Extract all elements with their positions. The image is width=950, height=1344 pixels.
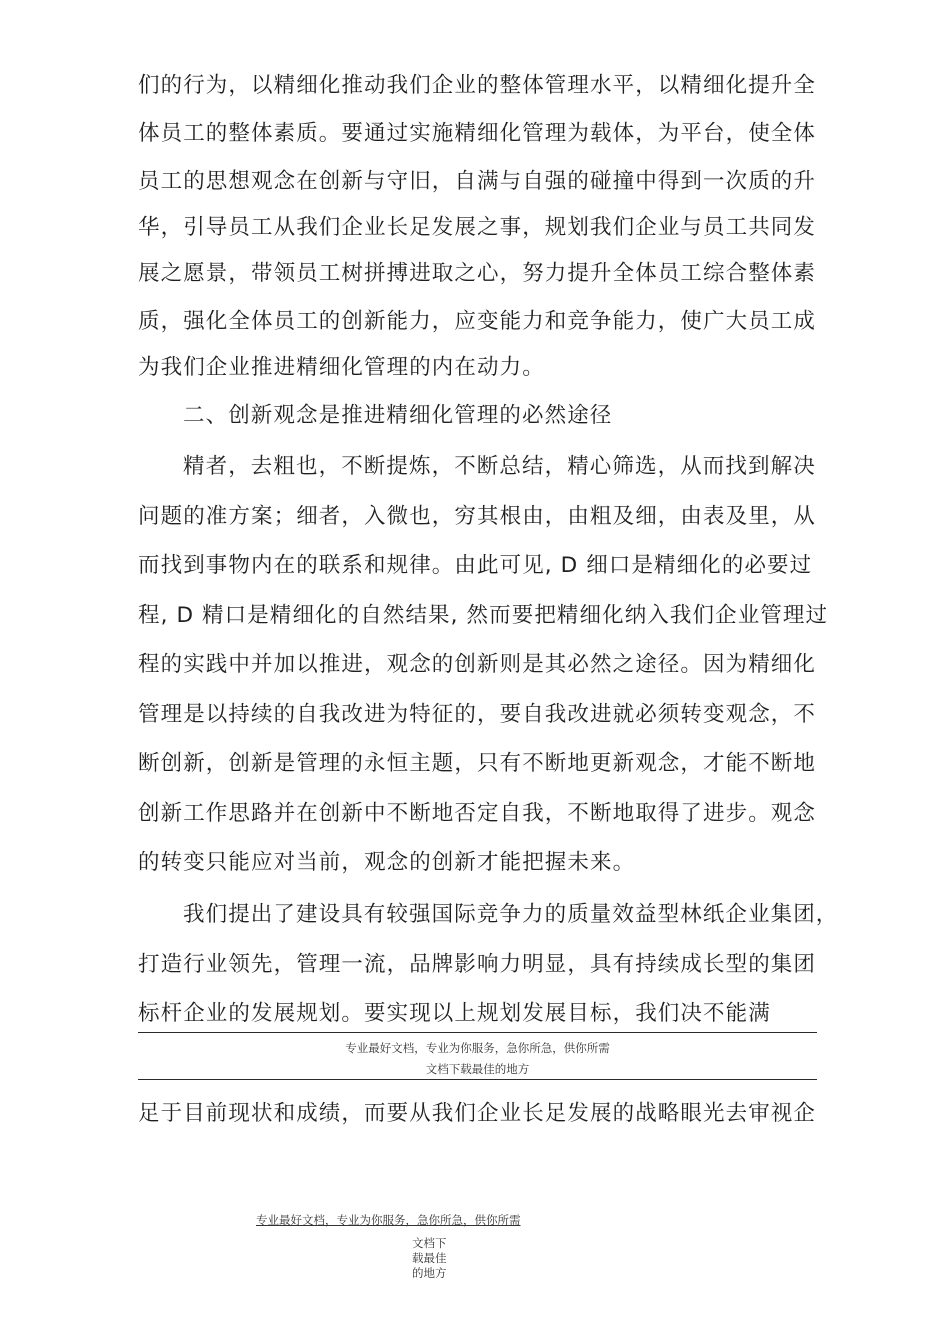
footer-tagline: 文档下载最佳的地方 [425,1062,530,1076]
paragraph-2-line-5: 程的实践中并加以推进，观念的创新则是其必然之途径。因为精细化 [138,652,817,677]
section-heading: 二、创新观念是推进精细化管理的必然途径 [183,403,613,428]
paragraph-2-line-9: 的转变只能应对当前，观念的创新才能把握未来。 [138,850,636,875]
footer-2-tagline [412,1236,456,1281]
paragraph-2-line-1: 精者，去粗也，不断提炼，不断总结，精心筛选，从而找到解决 [183,454,816,479]
footer-2-tagline-part-2: 载最佳 [412,1251,447,1265]
paragraph-1-line-2: 体员工的整体素质。要通过实施精细化管理为载体，为平台，使全体 [138,121,817,146]
paragraph-2-line-8: 创新工作思路并在创新中不断地否定自我，不断地取得了进步。观念 [138,801,817,826]
paragraph-2-line-7: 断创新，创新是管理的永恒主题，只有不断地更新观念，才能不断地 [138,751,817,776]
paragraph-1-line-1: 们的行为，以精细化推动我们企业的整体管理水平，以精细化提升全 [138,73,817,98]
footer-top-rule [138,1032,817,1033]
paragraph-1-line-6: 质，强化全体员工的创新能力，应变能力和竞争能力，使广大员工成 [138,309,817,334]
paragraph-2-line-6: 管理是以持续的自我改进为特征的，要自我改进就必须转变观念，不 [138,702,817,727]
footer-bottom-rule [138,1079,817,1080]
footer-2-slogan: 专业最好文档，专业为你服务，急你所急，供你所需 [256,1213,521,1227]
paragraph-4-line-1: 足于目前现状和成绩，而要从我们企业长足发展的战略眼光去审视企 [138,1101,817,1126]
paragraph-2-line-4: 程, D 精口是精细化的自然结果, 然而要把精细化纳入我们企业管理过 [138,603,829,628]
paragraph-2-line-2: 问题的准方案；细者，入微也，穷其根由，由粗及细，由表及里，从 [138,504,817,529]
paragraph-3-line-3: 标杆企业的发展规划。要实现以上规划发展目标，我们决不能满 [138,1001,771,1026]
paragraph-2-line-3: 而找到事物内在的联系和规律。由此可见, D 细口是精细化的必要过 [138,553,813,578]
paragraph-1-line-4: 华，引导员工从我们企业长足发展之事，规划我们企业与员工共同发 [138,215,817,240]
paragraph-3-line-1: 我们提出了建设具有较强国际竞争力的质量效益型林纸企业集团， [183,902,839,927]
paragraph-3-line-2: 打造行业领先，管理一流，品牌影响力明显，具有持续成长型的集团 [138,952,817,977]
paragraph-1-line-3: 员工的思想观念在创新与守旧，自满与自强的碰撞中得到一次质的升 [138,169,817,194]
paragraph-1-line-5: 展之愿景，带领员工树拼搏进取之心，努力提升全体员工综合整体素 [138,261,817,286]
footer-slogan: 专业最好文档，专业为你服务，急你所急，供你所需 [345,1041,610,1055]
paragraph-1-line-7: 为我们企业推进精细化管理的内在动力。 [138,355,545,380]
footer-2-tagline-part-1: 文档下 [412,1236,447,1250]
footer-2-tagline-part-3: 的地方 [412,1266,447,1280]
